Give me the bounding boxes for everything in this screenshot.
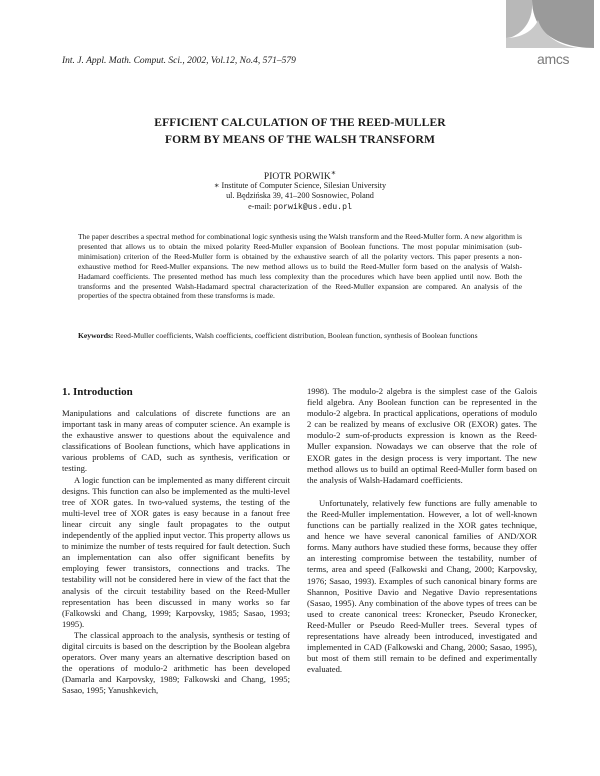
journal-citation: Int. J. Appl. Math. Comput. Sci., 2002, Vol.12, No.4, 571–579 bbox=[62, 56, 296, 66]
paragraph: The classical approach to the analysis, synthesis or testing of digital circuits is based on the description by the Boolean algebra operators. Over many years an alternative description based on the operations of modulo-2 arithmetic has been developed (Damarla and Karpovsky, 1989; Falkowski and Chang, 1995; Sasao, 1995; Yanushkevich, bbox=[62, 629, 290, 696]
author-mark: ∗ bbox=[330, 168, 337, 177]
section-heading: 1. Introduction bbox=[62, 386, 133, 398]
right-column bbox=[307, 386, 537, 675]
paragraph: Manipulations and calculations of discrete functions are an important task in many areas of computer science. An example is the exhaustive answer to questions about the equivalence and classifications of Boolean functions, which have applications in various problems of CAD, such as synthesis, verification or testing. bbox=[62, 408, 290, 474]
journal-logo bbox=[502, 0, 594, 76]
affiliation-line-1: ∗ Institute of Computer Science, Silesian University bbox=[213, 181, 387, 190]
paragraph: 1998). The modulo-2 algebra is the simplest case of the Galois field algebra. Any Boolean function can be represented in the modulo-2 algebra. In practical applications, operations of modulo 2 can be realized by means of exclusive OR (EXOR) gates. The modulo-2 sum-of-products expression is known as the Reed-Muller expansion. Nowadays we can observe that the role of EXOR gates in the design process is very important. The new method allows us to build an optimal Reed-Muller form based on the analysis of Walsh-Hadamard coefficients. bbox=[307, 386, 537, 485]
abstract: The paper describes a spectral method for combinational logic synthesis using the Walsh transform and the Reed-Muller form. A new algorithm is presented that allows us to obtain the mixed polarity Reed-Muller expansion of Boolean functions. The most popular minimisation (sub-minimisation) criterion of the Reed-Muller form is obtained by the exhaustive search of all the polarity vectors. This paper presents a non-exhaustive method for Reed-Muller expansions. The new method allows us to build the Reed-Muller form based on the analysis of Walsh-Hadamard coefficients. The presented method has much less complexity than the procedures which have been applied until now. Both the transforms and the presented Walsh-Hadamard spectral characterization of the Reed-Muller expansion are compared. An analysis of the properties of the spectra obtained from these transforms is made. bbox=[78, 232, 522, 301]
paper-title-line-1: EFFICIENT CALCULATION OF THE REED-MULLER bbox=[154, 116, 446, 129]
keywords bbox=[78, 331, 522, 341]
affiliation-line-2: ul. Będzińska 39, 41–200 Sosnowiec, Poland bbox=[226, 191, 374, 200]
email-label: e-mail: bbox=[248, 202, 274, 211]
paragraph-gap bbox=[307, 486, 537, 498]
paper-title-line-2: FORM BY MEANS OF THE WALSH TRANSFORM bbox=[164, 133, 436, 146]
email-address[interactable]: porwik@us.edu.pl bbox=[273, 203, 352, 212]
author-name: PIOTR PORWIK bbox=[263, 172, 331, 183]
logo-text: amcs bbox=[537, 51, 570, 67]
keywords-label: Keywords: bbox=[78, 331, 114, 340]
paragraph: Unfortunately, relatively few functions are fully amenable to the Reed-Muller implementation. However, a lot of well-known functions can be partially realized in the XOR gates technique, and hence we have several canonical families of AND/XOR forms. Many authors have studied these forms, because they offer an interesting compromise between the testability, number of terms, area and speed (Falkowski and Chang, 2000; Karpovsky, 1976; Sasao, 1993). Examples of such canonical binary forms are Shannon, Positive Davio and Negative Davio representations (Sasao, 1995). Any combination of the above types of trees can be used to create canonical trees: Kronecker, Pseudo Kronecker, Reed-Muller or Pseudo Reed-Muller trees. Several types of representations have already been introduced, investigated and implemented in CAD (Falkowski and Chang, 2000; Sasao, 1995), but most of them still remain to be defined and experimentally evaluated. bbox=[307, 497, 537, 675]
left-column bbox=[62, 408, 290, 696]
affiliation-email bbox=[60, 202, 540, 212]
keywords-text: Reed-Muller coefficients, Walsh coefficients, coefficient distribution, Boolean function, synthesis of Boolean functions bbox=[113, 331, 478, 340]
paragraph: A logic function can be implemented as many different circuit designs. This function can also be implemented as the multi-level tree of XOR gates. In two-valued systems, the testing of the multi-level tree of XOR gates is easy because in a fanout free linear circuit any single fault propagates to the output independently of the applied input vector. This property allows us to minimize the number of tests required for fault detection. Such an implementation can also offer significant benefits by employing fewer transistors, connections and tracks. The testability will not be considered here in view of the fact that the analysis of the circuit testability based on the Reed-Muller representation has been discussed in many works so far (Falkowski and Chang, 1999; Karpovsky, 1985; Sasao, 1993; 1995). bbox=[62, 474, 290, 629]
